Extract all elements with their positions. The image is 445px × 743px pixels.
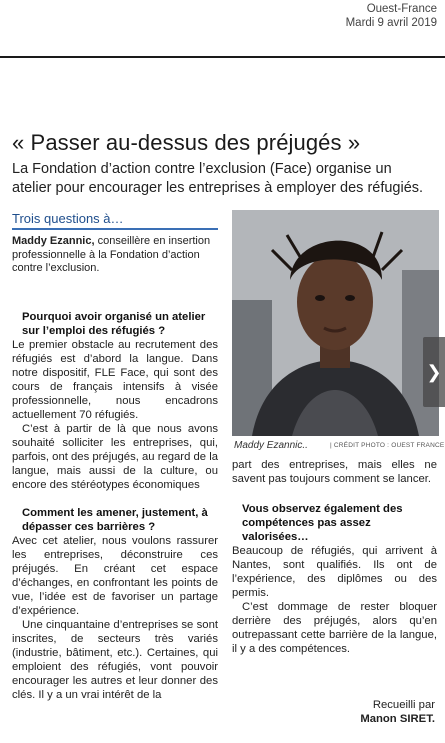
question-1: Pourquoi avoir organisé un atelier sur l’emploi des réfugiés ? [22, 311, 206, 337]
qa-heading: Trois questions à… [12, 211, 124, 226]
paper-name: Ouest-France [366, 3, 437, 15]
signature [360, 698, 435, 726]
interviewee-intro [12, 235, 212, 276]
signature-author: Manon SIRET. [360, 713, 435, 725]
question-3: Vous observez également des compétences pas assez valorisées… [242, 503, 403, 543]
answer-3-paragraph-1: Beaucoup de réfugiés, qui arrivent à Nantes, sont qualifiés. Ils ont de l’expérience, des diplômes ou des permis. [232, 545, 437, 599]
photo-credit: | CRÉDIT PHOTO : OUEST FRANCE [330, 442, 445, 449]
chevron-right-icon: ❯ [426, 361, 442, 382]
answer-2-paragraph-2: Une cinquantaine d’entreprises se sont inscrites, de secteurs très variés (industrie, bâtiment, etc.). Certaines, qui emploient des réfugiés, vont pouvoir encourager les autres et leur donner des clés. Il y a un vrai intérêt de la [12, 619, 218, 701]
interviewee-photo [232, 210, 442, 436]
next-page-button[interactable] [423, 337, 445, 407]
answer-3-paragraph-2: C’est dommage de rester bloquer derrière des préjugés, alors qu’en outrepassant cette barrière de la langue, il y a des compétences. [232, 601, 437, 655]
photo-caption: Maddy Ezannic.. [234, 440, 308, 451]
column-right [232, 458, 437, 656]
article-headline: « Passer au-dessus des préjugés » [12, 130, 361, 155]
answer-2-continued: part des entreprises, mais elles ne savent pas toujours comment se lancer. [232, 459, 437, 485]
answer-1-paragraph-1: Le premier obstacle au recrutement des réfugiés est d’abord la langue. Dans notre dispositif, FLE Face, qui sont des cours de français intensifs à visée professionnelle, nous encadrons actuellement 70 réfugiés. [12, 339, 218, 421]
masthead [346, 2, 437, 30]
answer-2-paragraph-1: Avec cet atelier, nous voulons rassurer les entreprises, déconstruire ces préjugés. En créant cet espace d’échanges, en confrontant les points de vue, l’idée est de favoriser un partage d’expérience. [12, 535, 218, 617]
portrait-illustration [232, 210, 442, 436]
column-left [12, 310, 218, 702]
interviewee-name: Maddy Ezannic, [12, 235, 95, 247]
qa-heading-rule [12, 228, 218, 230]
header-divider [0, 56, 445, 58]
question-2: Comment les amener, justement, à dépasser ces barrières ? [22, 507, 208, 533]
answer-1-paragraph-2: C’est à partir de là que nous avons souhaité solliciter les entreprises, qui, parfois, ont des préjugés, au regard de la langue, mais aussi de la culture, ou encore des stéréotypes économiques [12, 423, 218, 491]
publication-date: Mardi 9 avril 2019 [345, 17, 437, 29]
article-standfirst: La Fondation d’action contre l’exclusion (Face) organise un atelier pour encourager les entreprises à employer des réfugiés. [12, 161, 424, 196]
interviewee-role: conseillère en insertion professionnelle à la Fondation d’action contre l’exclusion. [12, 235, 211, 274]
signature-line: Recueilli par [372, 699, 435, 711]
